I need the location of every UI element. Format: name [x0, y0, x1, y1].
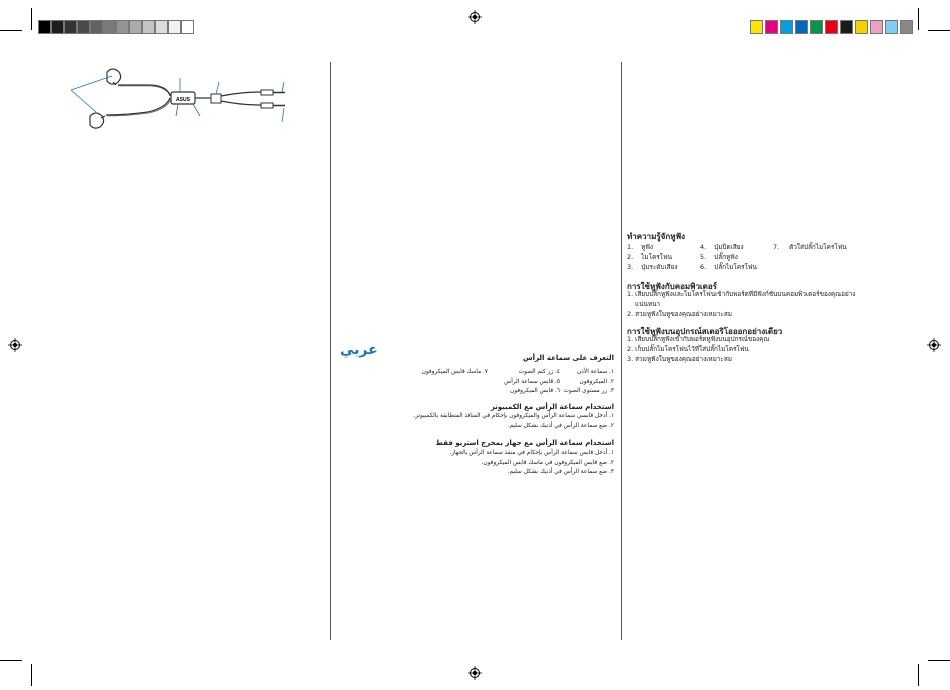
- parts-col-3: [773, 242, 847, 252]
- section-heading-computer: การใช้หูฟังกับคอมพิวเตอร์: [627, 282, 717, 291]
- list-item: ٦. قابس الميكروفون: [510, 388, 560, 394]
- list-item: 2. สวมหูฟังในหูของคุณอย่างเหมาะสม: [627, 310, 732, 318]
- swatch: [90, 20, 103, 34]
- computer-steps: [413, 412, 614, 431]
- arabic-section: [340, 340, 614, 490]
- process-color-bar: [750, 10, 920, 24]
- section-heading-know: التعرف على سماعة الرأس: [522, 354, 614, 362]
- list-item: ٥. قابس سماعة الرأس: [504, 378, 560, 385]
- section-heading-computer: استخدام سماعة الرأس مع الكمبيوتر: [490, 403, 614, 411]
- swatch: [765, 20, 778, 34]
- item-label: ไมโครโฟน: [641, 253, 673, 261]
- swatch: [810, 20, 823, 34]
- list-item: ٣. ضع سماعة الرأس في أذنيك بشكل سليم.: [507, 469, 614, 475]
- item-number: 4.: [700, 243, 707, 251]
- list-item: 1. เสียบปลั๊กหูฟังและไมโครโฟนเข้ากับพอร์ตที่มีฟังก์ชันบนคอมพิวเตอร์ของคุณอย่าง: [627, 290, 856, 298]
- microphone-plug: [261, 103, 273, 108]
- list-item: 3. สวมหูฟังในหูของคุณอย่างเหมาะสม: [627, 355, 732, 363]
- column-divider: [621, 62, 622, 640]
- headset-plug: [261, 90, 273, 95]
- registration-mark-icon: [468, 10, 482, 24]
- list-item: [627, 252, 677, 262]
- swatch: [38, 20, 51, 34]
- list-item: ١. أدخل قابسي سماعة الرأس والميكروفون بإحكام في المنافذ المتطابقة بالكمبيوتر.: [413, 413, 614, 419]
- item-number: 7.: [773, 243, 780, 251]
- item-label: ปลั๊กไมโครโฟน: [714, 263, 757, 271]
- item-label: ปุ่มระดับเสียง: [641, 263, 678, 271]
- computer-steps: [627, 289, 855, 319]
- swatch: [870, 20, 883, 34]
- list-item: 1. เสียบปลั๊กหูฟังเข้ากับพอร์ตหูฟังบนอุปกรณ์ของคุณ: [627, 335, 770, 343]
- list-item: ١. أدخل قابس سماعة الرأس بإحكام في منفذ سماعة الرأس بالجهاز.: [449, 450, 614, 456]
- swatch: [116, 20, 129, 34]
- item-number: 3.: [627, 263, 634, 271]
- brand-logo: ASUS: [176, 97, 190, 103]
- item-number: 2.: [627, 253, 634, 261]
- swatch: [780, 20, 793, 34]
- swatch: [825, 20, 838, 34]
- parts-col-2: [700, 242, 757, 272]
- swatch: [155, 20, 168, 34]
- registration-mark-icon: [468, 666, 482, 680]
- swatch: [103, 20, 116, 34]
- list-item: ٧. ماسك قابس الميكروفون: [421, 369, 488, 375]
- swatch: [900, 20, 913, 34]
- list-item: [773, 242, 847, 252]
- swatch: [840, 20, 853, 34]
- swatch: [795, 20, 808, 34]
- plug-holder: [211, 94, 221, 103]
- section-heading-know: ทำความรู้จักหูฟัง: [627, 232, 686, 241]
- stereo-steps: [449, 449, 614, 478]
- parts-col-2: [504, 368, 560, 397]
- language-label: عربي: [340, 342, 378, 358]
- swatch: [181, 20, 194, 34]
- list-item: [700, 242, 757, 252]
- registration-mark-icon: [8, 338, 22, 352]
- section-heading-stereo: استخدام سماعة الرأس مع جهاز بمخرج استريو فقط: [435, 439, 614, 447]
- headset-diagram: [66, 60, 298, 136]
- swatch: [142, 20, 155, 34]
- earbud-top: [107, 69, 121, 84]
- stereo-steps: [627, 334, 769, 364]
- item-number: 1.: [627, 243, 634, 251]
- thai-section: [625, 226, 920, 371]
- parts-col-1: [627, 242, 677, 272]
- swatch: [855, 20, 868, 34]
- registration-mark-icon: [927, 338, 941, 352]
- item-label: ตัวใส่ปลั๊กไมโครโฟน: [789, 243, 847, 251]
- swatch: [168, 20, 181, 34]
- item-label: ปลั๊กหูฟัง: [714, 253, 738, 261]
- list-item: [700, 262, 757, 272]
- swatch: [51, 20, 64, 34]
- list-item: ٣. زر مستوى الصوت: [563, 388, 614, 394]
- list-item: ٢. ضع قابس الميكروفون في ماسك قابس الميكروفون.: [481, 459, 614, 466]
- section-heading-stereo: การใช้หูฟังบนอุปกรณ์สเตอริโอออกอย่างเดียว: [627, 327, 783, 336]
- item-number: 6.: [700, 263, 707, 271]
- swatch: [885, 20, 898, 34]
- parts-col-3: [422, 368, 488, 378]
- item-label: หูฟัง: [641, 243, 654, 251]
- list-item: [627, 242, 677, 252]
- swatch: [64, 20, 77, 34]
- item-label: ปุ่มปิดเสียง: [714, 243, 744, 251]
- list-item: 2. เก็บปลั๊กไมโครโฟนไว้ที่ใส่ปลั๊กไมโครโฟน: [627, 345, 749, 353]
- list-item: แน่นหนา: [635, 300, 661, 308]
- swatch: [750, 20, 763, 34]
- swatch: [77, 20, 90, 34]
- parts-col-1: [563, 368, 614, 397]
- list-item: ١. سماعة الأذن: [577, 369, 614, 375]
- item-number: 5.: [700, 253, 707, 261]
- list-item: ٢. الميكروفون: [579, 378, 614, 385]
- column-divider: [330, 62, 331, 640]
- earbud-bottom: [90, 113, 104, 128]
- list-item: ٢. ضع سماعة الرأس في أذنيك بشكل سليم.: [507, 422, 614, 429]
- list-item: [700, 252, 757, 262]
- swatch: [129, 20, 142, 34]
- list-item: ٤. زر كتم الصوت: [518, 369, 560, 375]
- grayscale-color-bar: [38, 10, 198, 24]
- list-item: [627, 262, 677, 272]
